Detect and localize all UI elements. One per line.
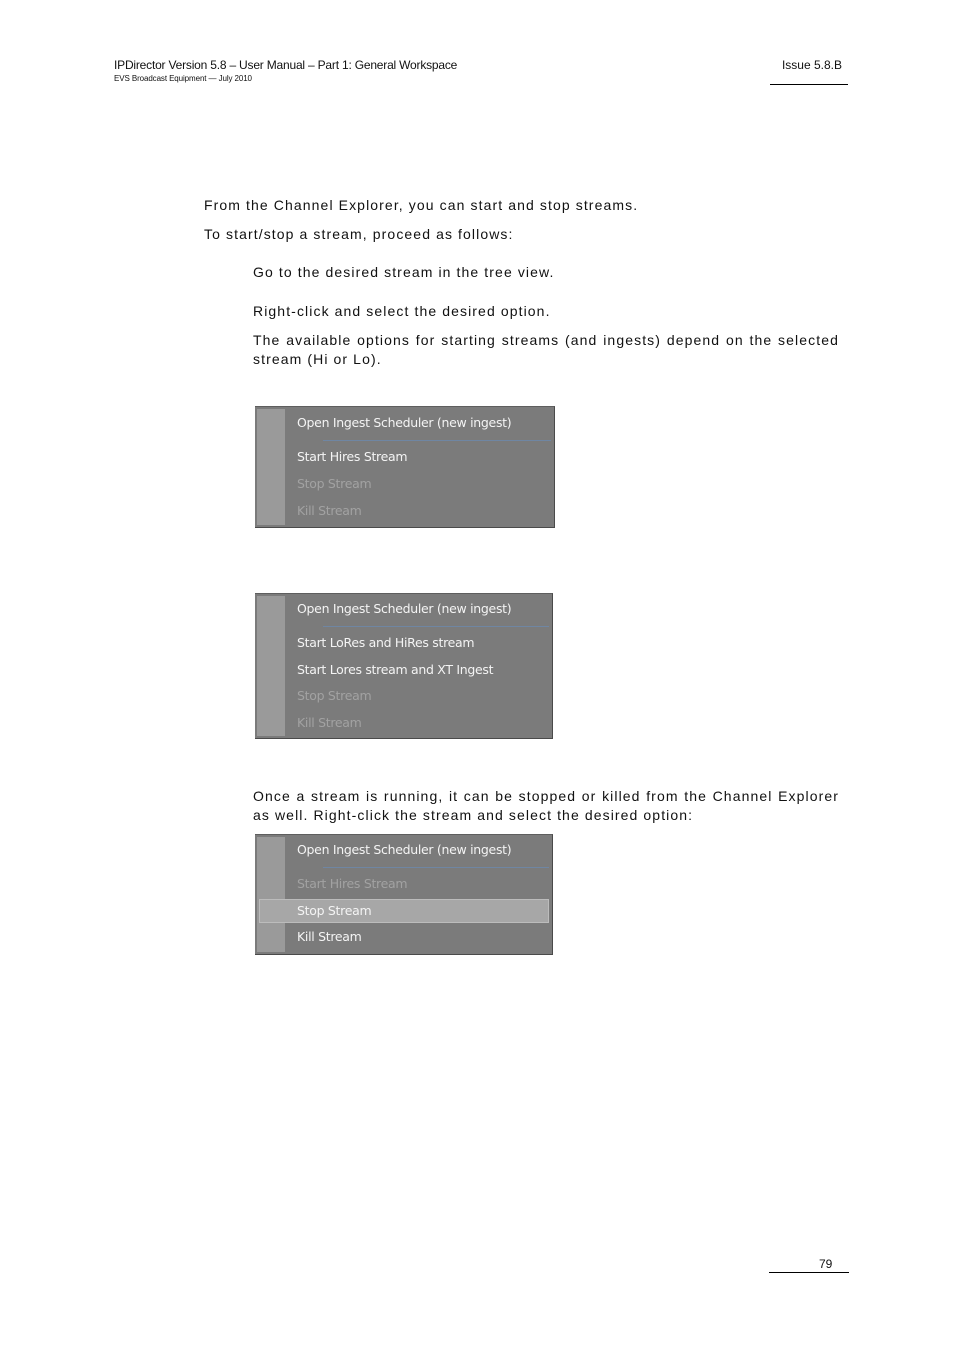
menu-item-kill-stream[interactable]: Kill Stream [297,929,362,944]
menu-item-start-lores-xt-ingest[interactable]: Start Lores stream and XT Ingest [297,662,494,677]
menu-item-open-ingest-scheduler[interactable]: Open Ingest Scheduler (new ingest) [297,842,512,857]
step-2: Right-click and select the desired option. [253,303,551,319]
menu-item-start-lores-hires-stream[interactable]: Start LoRes and HiRes stream [297,635,475,650]
menu-item-stop-stream[interactable]: Stop Stream [297,688,372,703]
menu-item-open-ingest-scheduler[interactable]: Open Ingest Scheduler (new ingest) [297,601,512,616]
document-title: IPDirector Version 5.8 – User Manual – Part 1: General Workspace [114,58,458,72]
menu-icon-gutter [257,409,285,525]
step-2-note: The available options for starting streams (and ingests) depend on the selected stream (Hi or Lo). [253,332,839,367]
issue-label: Issue 5.8.B [781,58,842,72]
header-rule [770,84,848,85]
menu-item-kill-stream[interactable]: Kill Stream [297,715,362,730]
menu-item-stop-stream[interactable]: Stop Stream [297,476,372,491]
running-stream-note: Once a stream is running, it can be stopped or killed from the Channel Explorer as well. Right-click the stream and select the desired option: [253,788,839,823]
menu-item-stop-stream[interactable]: Stop Stream [297,903,372,918]
menu-item-open-ingest-scheduler[interactable]: Open Ingest Scheduler (new ingest) [297,415,512,430]
intro-paragraph: From the Channel Explorer, you can start and stop streams. [204,197,639,213]
menu-icon-gutter [257,596,285,736]
menu-separator [323,626,549,627]
page-number: 79 [819,1257,833,1271]
document-subtitle: EVS Broadcast Equipment — July 2010 [114,74,252,83]
menu-item-start-hires-stream[interactable]: Start Hires Stream [297,876,408,891]
context-menu-hires [255,406,555,528]
menu-item-kill-stream[interactable]: Kill Stream [297,503,362,518]
context-menu-lores [255,593,553,739]
procedure-intro: To start/stop a stream, proceed as follows: [204,226,514,242]
menu-icon-gutter [257,837,285,952]
context-menu-running-stream [255,834,553,955]
footer-rule [769,1272,849,1273]
menu-separator [323,867,549,868]
menu-item-start-hires-stream[interactable]: Start Hires Stream [297,449,408,464]
step-1: Go to the desired stream in the tree view. [253,264,555,280]
menu-separator [323,440,551,441]
